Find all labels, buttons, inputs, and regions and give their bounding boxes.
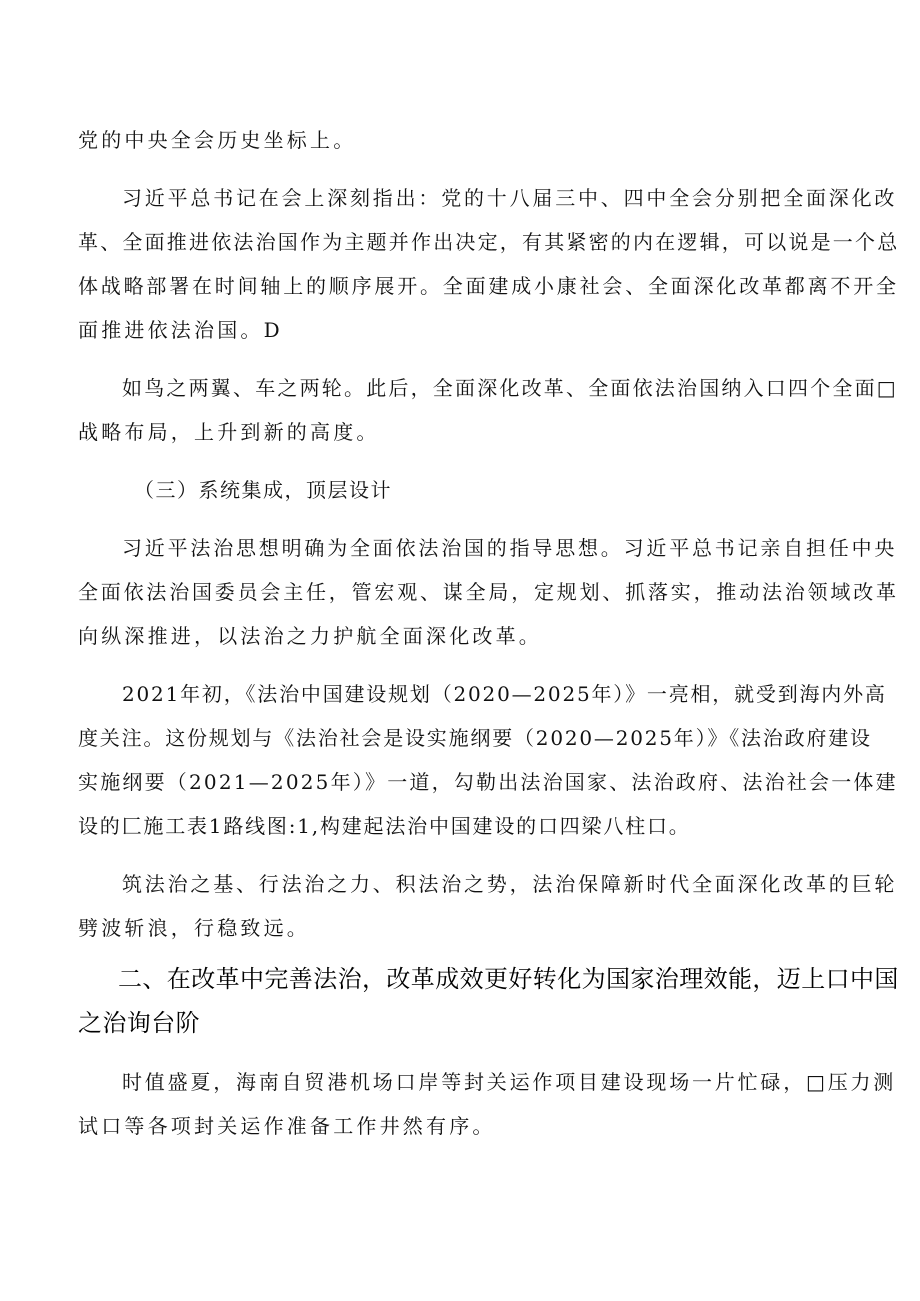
paragraph-line: 劈波斩浪，行稳致远。 [78, 916, 310, 940]
paragraph-line: 面推进依法治国。D [78, 318, 283, 342]
paragraph-line: 如鸟之两翼、车之两轮。此后，全面深化改革、全面依法治国纳入口四个全面□ [122, 376, 898, 400]
paragraph-line: 习近平总书记在会上深刻指出：党的十八届三中、四中全会分别把全面深化改 [122, 186, 898, 210]
paragraph-line: 设的匚施工表1路线图:1,构建起法治中国建设的口四梁八柱口。 [78, 814, 691, 838]
paragraph-line: 战略布局，上升到新的高度。 [78, 420, 380, 444]
paragraph-line: 实施纲要（2021—2025年）》一道，勾勒出法治国家、法治政府、法治社会一体建 [78, 770, 898, 794]
paragraph-line: 2021年初，《法治中国建设规划（2020—2025年）》一亮相，就受到海内外高 [122, 682, 887, 706]
paragraph-line: 党的中央全会历史坐标上。 [78, 128, 357, 152]
section-subtitle: （三）系统集成，顶层设计 [134, 478, 392, 502]
paragraph-line: 体战略部署在时间轴上的顺序展开。全面建成小康社会、全面深化改革都离不开全 [78, 274, 899, 298]
paragraph-line: 全面依法治国委员会主任，管宏观、谋全局，定规划、抓落实，推动法治领域改革 [78, 580, 899, 604]
paragraph-line: 习近平法治思想明确为全面依法治国的指导思想。习近平总书记亲自担任中央 [122, 536, 898, 560]
paragraph-line: 筑法治之基、行法治之力、积法治之势，法治保障新时代全面深化改革的巨轮 [122, 872, 898, 896]
paragraph-line: 向纵深推进，以法治之力护航全面深化改革。 [78, 624, 542, 648]
paragraph-line: 试口等各项封关运作准备工作井然有序。 [78, 1114, 496, 1138]
section-heading: 之治询台阶 [78, 1009, 200, 1037]
paragraph-line: 度关注。这份规划与《法治社会是设实施纲要（2020—2025年）》《法治政府建设 [78, 726, 872, 750]
paragraph-line: 时值盛夏，海南自贸港机场口岸等封关运作项目建设现场一片忙碌，□压力测 [122, 1070, 897, 1094]
paragraph-line: 革、全面推进依法治国作为主题并作出决定，有其紧密的内在逻辑，可以说是一个总 [78, 230, 900, 254]
section-heading: 二、在改革中完善法治，改革成效更好转化为国家治理效能，迈上口中国 [118, 965, 899, 993]
